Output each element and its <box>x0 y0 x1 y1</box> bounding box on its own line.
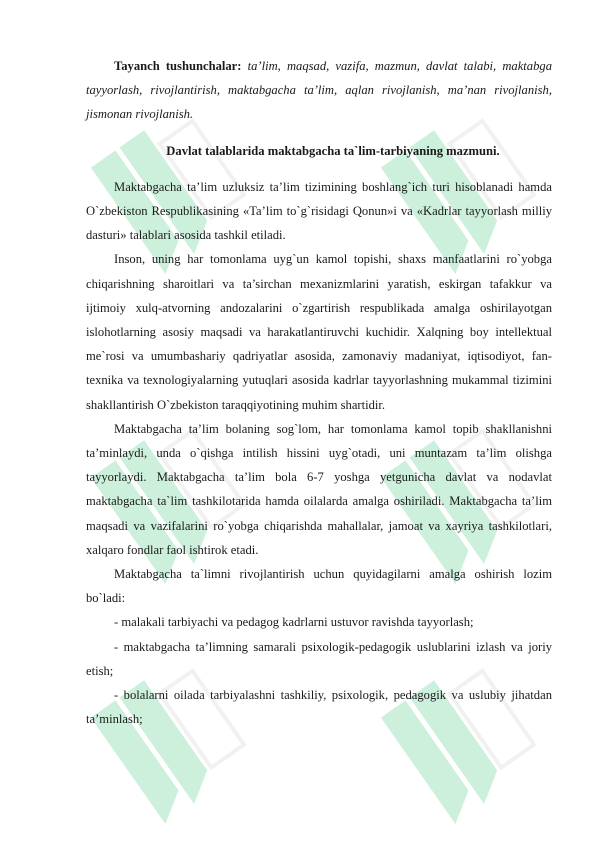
key-terms-paragraph <box>86 54 552 127</box>
key-terms-label: Tayanch tushunchalar: <box>114 59 242 73</box>
body-paragraph-2: Inson, uning har tomonlama uyg`un kamol topishi, shaxs manfaatlarini ro`yobga chiqarishning sharoitlari va ta’sirchan mexanizmlarini yaratish, eskirgan tafakkur va ijtimoiy xulq-atvorning andozalarini o`zgartirish respublikada amalga oshirilayotgan islohotlarning asosiy maqsadi va harakatlantiruvchi kuchidir. Xalqning boy intellektual me`rosi va umumbashariy qadriyatlar asosida, zamonaviy madaniyat, iqtisodiyot, fan-texnika va texnologiyalarning yutuqlari asosida kadrlar tayyorlashning mukammal tizimini shakllantirish O`zbekiston taraqqiyotining muhim shartidir. <box>86 252 552 412</box>
list-item: - maktabgacha ta’limning samarali psixologik-pedagogik uslublarini izlash va joriy etish; <box>86 639 552 678</box>
body-paragraph-3: Maktabgacha ta’lim bolaning sog`lom, har tomonlama kamol topib shakllanishni ta’minlaydi, unda o`qishga intilish hissini uyg`otadi, uni muntazam ta’lim olishga tayyorlaydi. Maktabgacha ta’lim bola 6-7 yoshga yetgunicha davlat va nodavlat maktabgacha ta`lim tashkilotarida hamda oilalarda amalga oshiriladi. Maktabgacha ta’lim maqsadi va vazifalarini ro`yobga chiqarishda mahallalar, jamoat va xayriya tashkilotlari, xalqaro fondlar faol ishtirok etadi. <box>86 421 552 557</box>
body-paragraph-4: Maktabgacha ta`limni rivojlantirish uchun quyidagilarni amalga oshirish lozim bo`ladi: <box>86 567 552 606</box>
list-item: - malakali tarbiyachi va pedagog kadrlarni ustuvor ravishda tayyorlash; <box>114 615 474 630</box>
body-paragraph-1: Maktabgacha ta’lim uzluksiz ta’lim tizimining boshlang`ich turi hisoblanadi hamda O`zbekiston Respublikasining «Ta’lim to`g`risidagi Qonun»i va «Kadrlar tayyorlash milliy dasturi» talablari asosida tashkil etiladi. <box>86 179 552 243</box>
document-body <box>86 54 552 731</box>
list-item: - bolalarni oilada tarbiyalashni tashkiliy, psixologik, pedagogik va uslubiy jihatdan ta’minlash; <box>86 688 552 727</box>
key-terms-list: ta’lim, maqsad, vazifa, mazmun, davlat talabi, maktabga tayyorlash, rivojlantirish, maktabgacha ta’lim, aqlan rivojlanish, ma’nan rivojlanish, jismonan rivojlanish. <box>86 59 552 122</box>
section-heading: Davlat talablarida maktabgacha ta`lim-tarbiyaning mazmuni. <box>166 143 500 158</box>
